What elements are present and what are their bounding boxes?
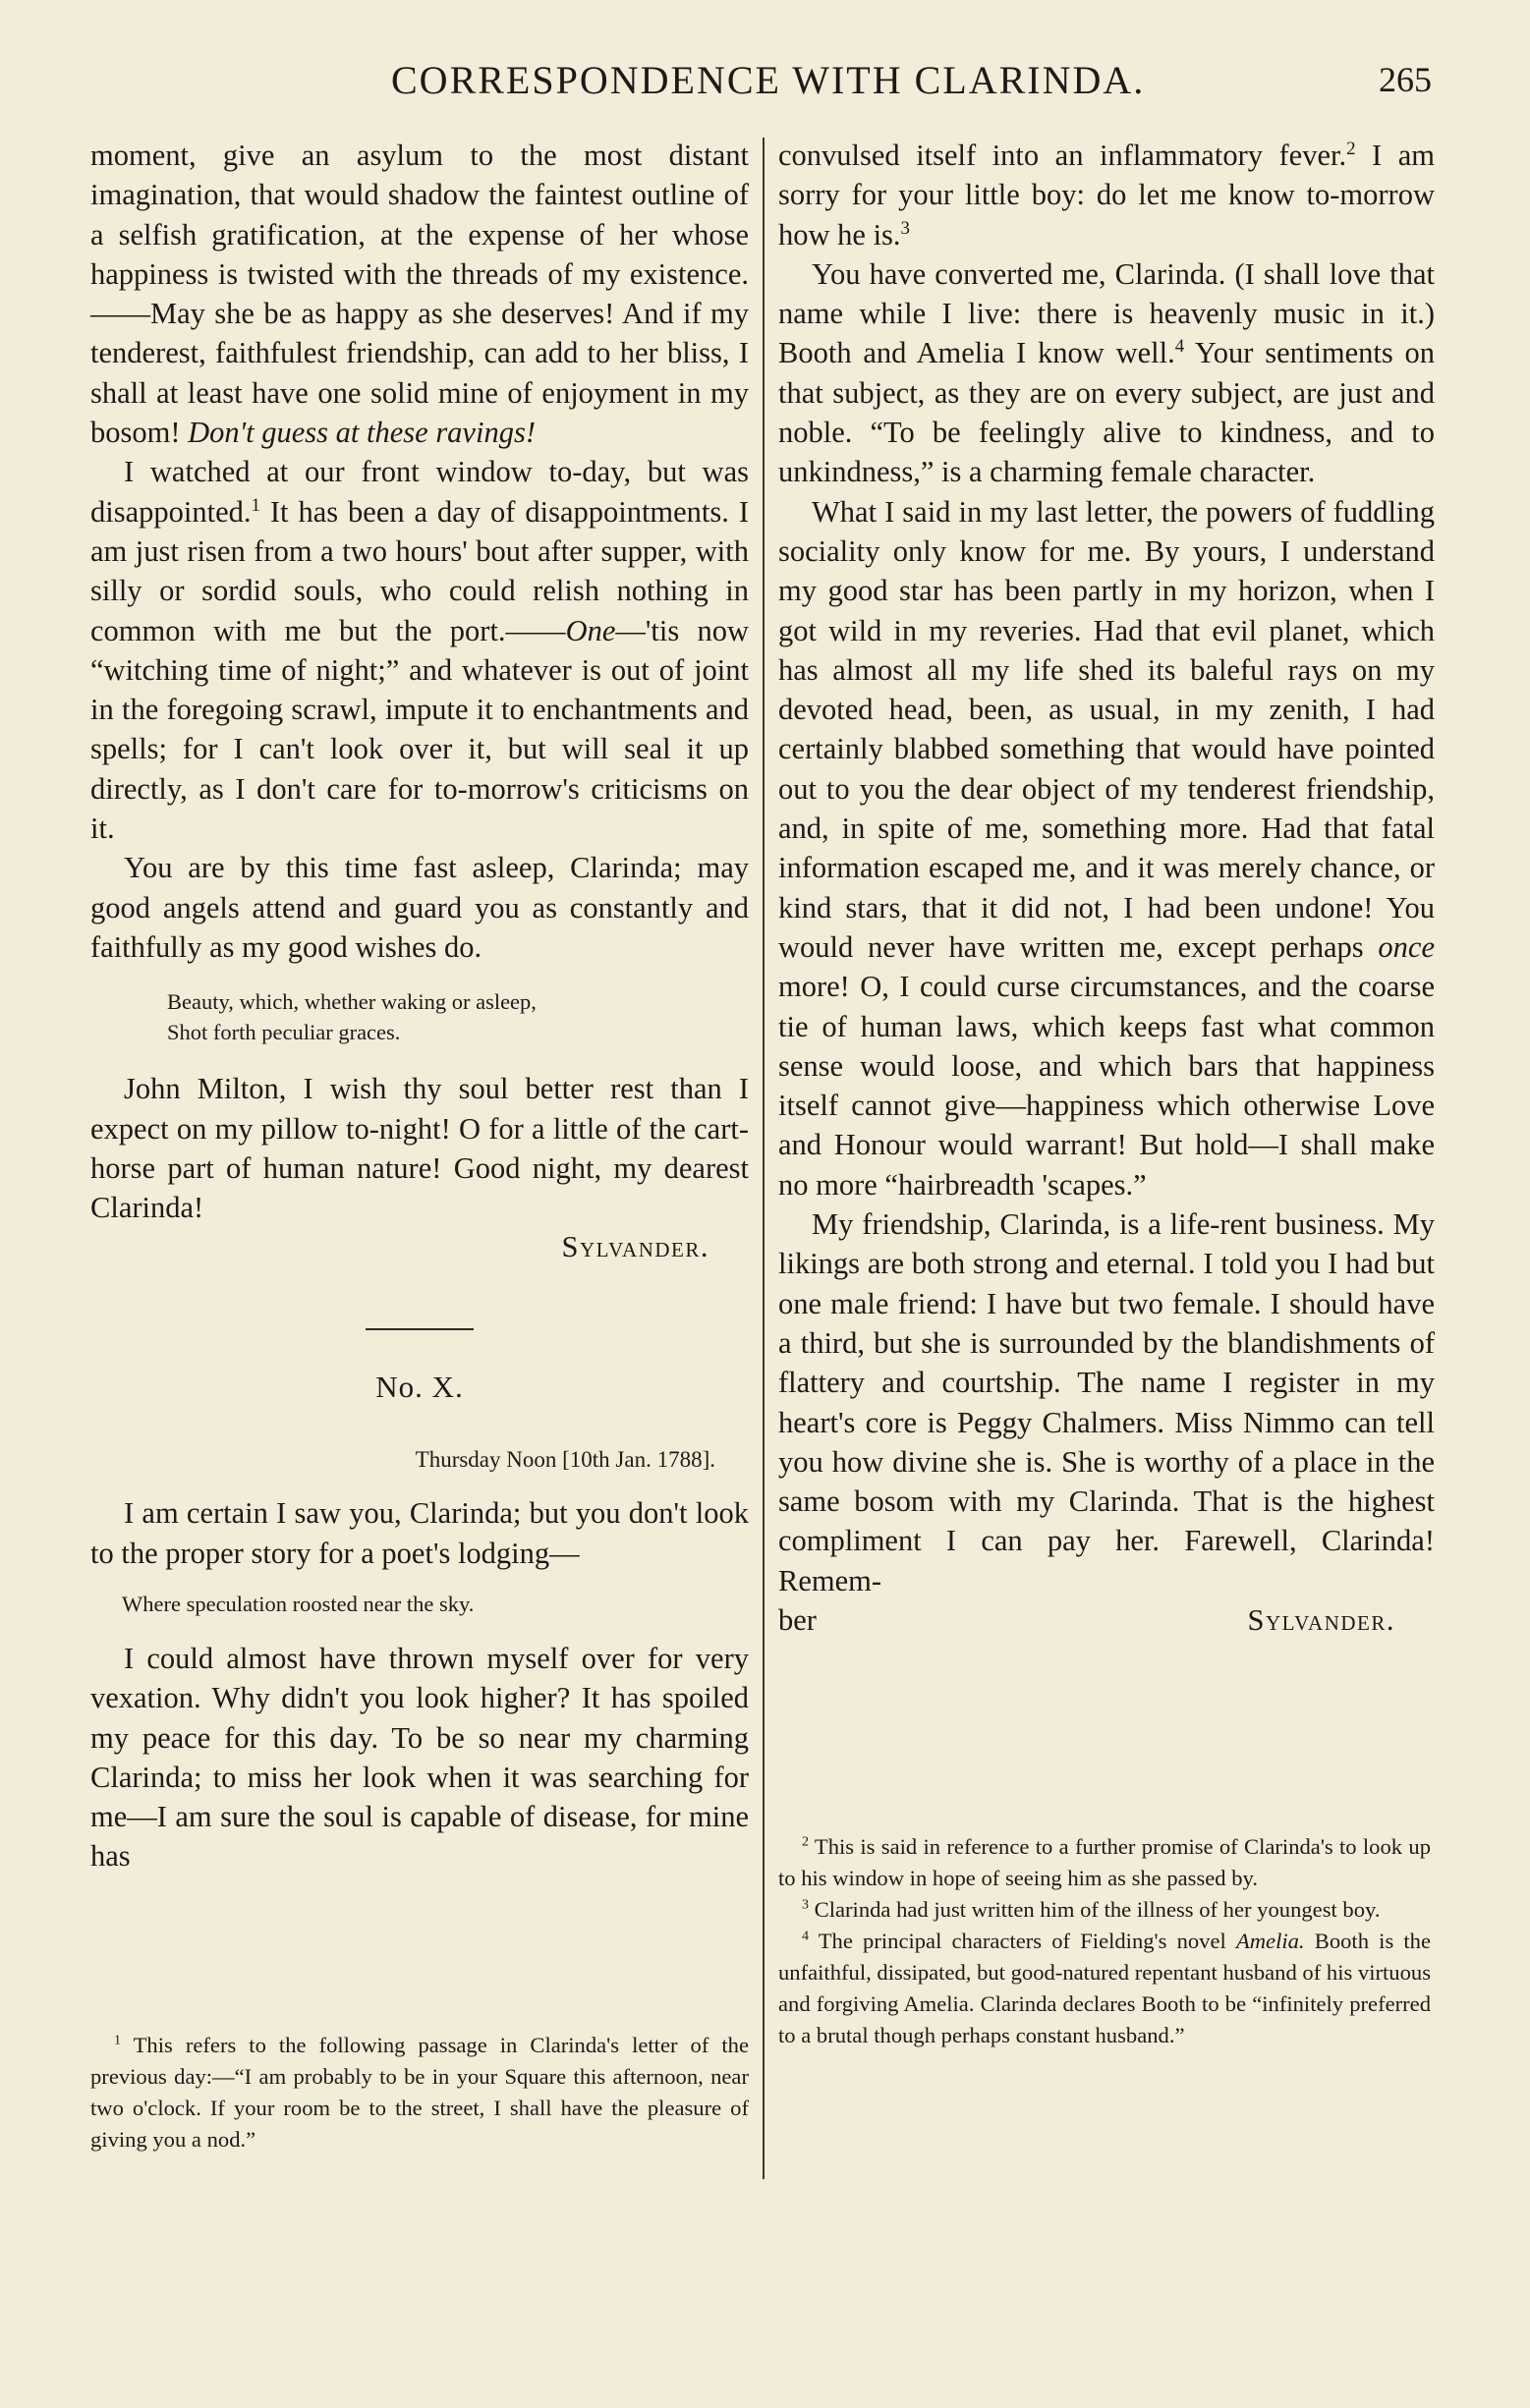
letter-number: No. X. [375, 1369, 464, 1404]
paragraph: John Milton, I wish thy soul better rest than I expect on my pillow to-night! O for a little of the cart-horse part of human nature! Good night, my dearest Clarinda! [90, 1072, 749, 1225]
footnote: $^1$ This refers to the following passage in Clarinda's letter of the previous day:—“I am probably to be in your Square this afternoon, near two o'clock. If your room be to the street, I shall have the pleasure of giving you a nod.” [90, 2033, 749, 2152]
page-number: 265 [1379, 60, 1432, 99]
verse-line: Shot forth peculiar graces. [167, 1020, 401, 1045]
signature: Sylvander. [561, 1230, 709, 1264]
footnote-ref: 2 [1346, 138, 1356, 159]
paragraph: You have converted me, Clarinda. (I shall love that name while I live: there is heavenly music in it.) Booth and Amelia I know well.$^4$ Your sentiments on that subject, as they are on every subject, are just and noble. “To be feelingly alive to kindness, and to unkindness,” is a charming female character. [778, 256, 1435, 489]
verse-quotation [167, 986, 749, 1047]
page-header [0, 57, 1530, 116]
section-separator [366, 1328, 474, 1330]
right-column [778, 136, 1435, 1640]
verse-line: Where speculation roosted near the sky. [122, 1591, 475, 1616]
closing-line: ber Sylvander. [778, 1600, 1435, 1640]
signature: Sylvander. [1247, 1602, 1395, 1637]
dateline: Thursday Noon [10th Jan. 1788]. [415, 1447, 715, 1473]
footnote-ref: 1 [251, 494, 260, 516]
footnotes-left [90, 2030, 749, 2156]
paragraph-continued: convulsed itself into an inflammatory fever.$^2$ I am sorry for your little boy: do let me know to-morrow how he is.$^3$ [778, 138, 1435, 252]
paragraph: My friendship, Clarinda, is a life-rent business. My likings are both strong and eternal. I told you I had but one male friend: I have but two female. I should have a third, but she is surrounded by the blandishments of flattery and courtship. The name I register in my heart's core is Peggy Chalmers. Miss Nimmo can tell you how divine she is. She is worthy of a place in the same bosom with my Clarinda. That is the highest compliment I can pay her. Farewell, Clarinda! Remem- [778, 1207, 1435, 1597]
footnote-ref: 3 [900, 217, 910, 239]
paragraph: I watched at our front window to-day, but was disappointed.$^1$ It has been a day of disappointments. I am just risen from a two hours' bout after supper, with silly or sordid souls, who could relish nothing in common with me but the port.——One—'tis now “witching time of night;” and whatever is out of joint in the foregoing scrawl, impute it to enchantments and spells; for I can't look over it, but will seal it up directly, as I don't care for to-morrow's criticisms on it. [90, 455, 749, 846]
left-column [90, 136, 749, 1876]
italic-aside: Don't guess at these ravings! [188, 416, 536, 450]
paragraph: I am certain I saw you, Clarinda; but you don't look to the proper story for a poet's lodging— [90, 1496, 749, 1570]
paragraph: What I said in my last letter, the powers of fuddling sociality only know for me. By yours, I understand my good star has been partly in my horizon, when I got wild in my reveries. Had that evil planet, which has almost all my life shed its baleful rays on my devoted head, been, as usual, in my zenith, I had certainly blabbed something that would have pointed out to you the dear object of my tenderest friendship, and, in spite of me, something more. Had that fatal information escaped me, and it was merely chance, or kind stars, that it did not, I had been undone! You would never have written me, except perhaps once more! O, I could curse circumstances, and the coarse tie of human laws, which keeps fast what common sense would loose, and which bars that happiness itself cannot give—happiness which otherwise Love and Honour would warrant! But hold—I shall make no more “hairbreadth 'scapes.” [778, 494, 1435, 1202]
paragraph-continued: moment, give an asylum to the most distant imagination, that would shadow the faintest outline of a selfish gratification, at the expense of her whose happiness is twisted with the threads of my existence.——May she be as happy as she deserves! And if my tenderest, faithfulest friendship, can add to her bliss, I shall at least have one solid mine of enjoyment in my bosom! Don't guess at these ravings! [90, 139, 749, 450]
footnote-ref: 4 [1174, 336, 1185, 358]
running-title: CORRESPONDENCE WITH CLARINDA. [391, 58, 1146, 102]
footnote: $^4$ The principal characters of Fielding's novel Amelia. Booth is the unfaithful, dissipated, but good-natured repentant husband of his virtuous and forgiving Amelia. Clarinda declares Booth to be “infinitely preferred to a brutal though perhaps constant husband.” [778, 1929, 1432, 2047]
column-divider [763, 138, 765, 2179]
verse-line: Beauty, which, whether waking or asleep, [167, 989, 537, 1015]
paragraph: I could almost have thrown myself over for very vexation. Why didn't you look higher? It has spoiled my peace for this day. To be so near my charming Clarinda; to miss her look when it was searching for me—I am sure the soul is capable of disease, for mine has [90, 1641, 749, 1874]
paragraph: You are by this time fast asleep, Clarinda; may good angels attend and guard you as constantly and faithfully as my good wishes do. [90, 851, 749, 964]
footnote: $^2$ This is said in reference to a further promise of Clarinda's to look up to his window in hope of seeing him as she passed by. [778, 1834, 1431, 1890]
footnote: $^3$ Clarinda had just written him of the illness of her youngest boy. [802, 1897, 1381, 1922]
footnotes-right [778, 1831, 1431, 2051]
verse-quotation [122, 1589, 749, 1619]
